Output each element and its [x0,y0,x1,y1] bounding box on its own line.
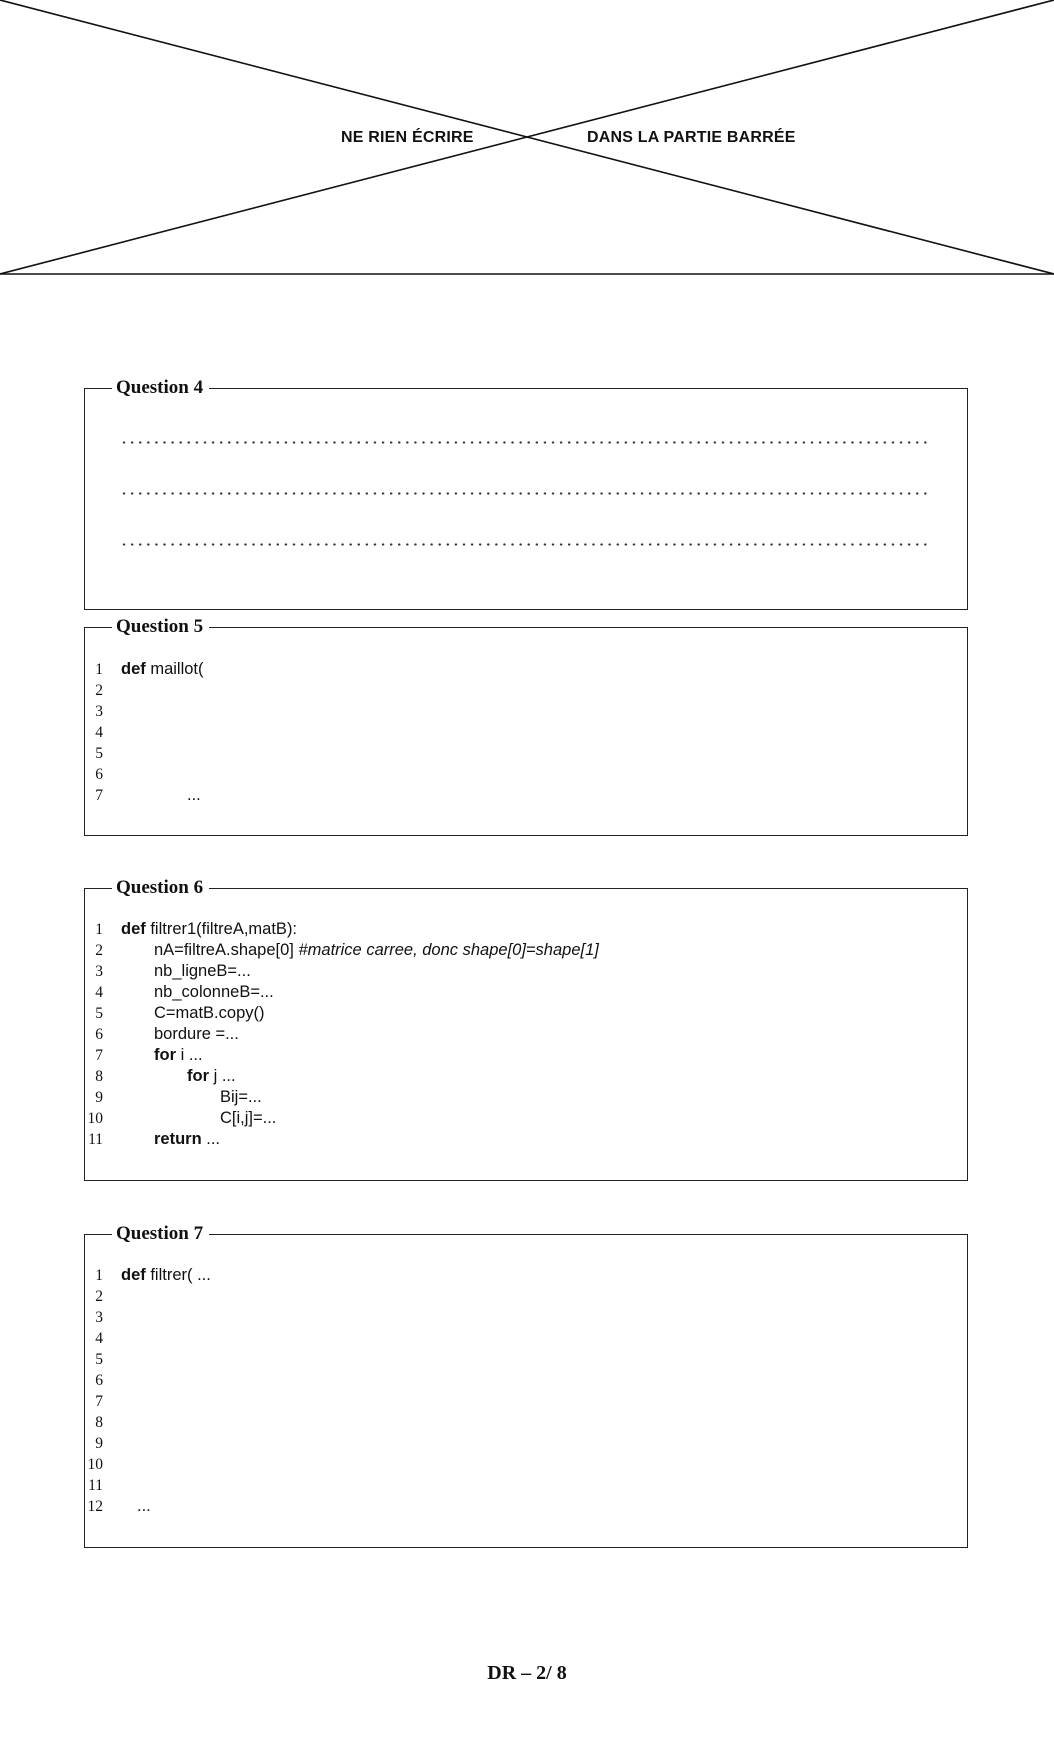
code-text: bordure =... [154,1025,239,1043]
code-line [85,1108,965,1129]
code-line [85,1349,965,1370]
line-number: 7 [95,787,103,804]
barred-warning-left: NE RIEN ÉCRIRE [341,129,474,146]
code-keyword: for [187,1067,209,1085]
line-number: 6 [95,1372,103,1389]
code-line [85,1286,965,1307]
question-4-title: Question 4 [112,375,209,401]
line-number: 1 [95,1267,103,1284]
barred-area [0,0,1054,276]
question-7-box [84,1223,968,1548]
line-number: 7 [95,1393,103,1410]
line-number: 5 [95,1351,103,1368]
code-line [85,940,965,961]
line-number: 4 [95,984,103,1001]
code-line [85,1391,965,1412]
code-text: maillot( [145,660,204,678]
code-text: j ... [209,1067,236,1085]
line-number: 12 [87,1498,103,1515]
code-comment: #matrice carree, donc shape[0]=shape[1] [298,941,599,959]
line-number: 11 [88,1131,103,1148]
code-line [85,659,965,680]
line-number: 9 [95,1089,103,1106]
line-number: 3 [95,703,103,720]
code-line [85,701,965,722]
code-text: filtrer( ... [145,1266,211,1284]
code-line [85,982,965,1003]
line-number: 1 [95,661,103,678]
line-number: 11 [88,1477,103,1494]
line-number: 8 [95,1414,103,1431]
barred-cross-lines [0,0,1054,276]
code-line [85,1370,965,1391]
code-line [85,764,965,785]
code-keyword: def [121,660,146,678]
line-number: 4 [95,1330,103,1347]
code-line [85,1066,965,1087]
line-number: 10 [87,1456,103,1473]
line-number: 3 [95,1309,103,1326]
line-number: 2 [95,1288,103,1305]
code-line [85,722,965,743]
code-line [85,1433,965,1454]
code-line [85,919,965,940]
code-keyword: for [154,1046,176,1064]
question-6-title: Question 6 [112,875,209,901]
question-5-box [84,616,968,836]
code-text: ... [201,1130,221,1148]
line-number: 9 [95,1435,103,1452]
line-number: 3 [95,963,103,980]
code-line [85,785,965,806]
code-line [85,1454,965,1475]
line-number: 10 [87,1110,103,1127]
code-text: ... [187,786,201,804]
code-line [85,1307,965,1328]
code-keyword: def [121,1266,146,1284]
answer-line-2[interactable] [120,492,932,495]
code-text: i ... [176,1046,203,1064]
code-text: nb_colonneB=... [154,983,274,1001]
code-keyword: return [154,1130,202,1148]
question-7-title: Question 7 [112,1221,209,1247]
barred-warning-right: DANS LA PARTIE BARRÉE [587,129,796,146]
line-number: 1 [95,921,103,938]
code-line [85,1003,965,1024]
question-4-box [84,377,968,610]
code-line [85,1475,965,1496]
line-number: 6 [95,766,103,783]
code-text: nA=filtreA.shape[0] [154,941,299,959]
answer-line-3[interactable] [120,543,932,546]
page-number: DR – 2/ 8 [487,1662,567,1684]
code-line [85,1024,965,1045]
line-number: 8 [95,1068,103,1085]
code-keyword: def [121,920,146,938]
code-line [85,1265,965,1286]
line-number: 5 [95,1005,103,1022]
code-text: nb_ligneB=... [154,962,251,980]
line-number: 6 [95,1026,103,1043]
line-number: 7 [95,1047,103,1064]
code-text: filtrer1(filtreA,matB): [145,920,298,938]
code-line [85,1045,965,1066]
line-number: 5 [95,745,103,762]
code-text: ... [137,1497,151,1515]
question-6-box [84,877,968,1181]
code-line [85,1087,965,1108]
code-text: C[i,j]=... [220,1109,277,1127]
code-line [85,743,965,764]
line-number: 4 [95,724,103,741]
code-line [85,1412,965,1433]
code-text: Bij=... [220,1088,262,1106]
code-line [85,1129,965,1150]
code-line [85,1496,965,1517]
code-text: C=matB.copy() [154,1004,265,1022]
answer-line-1[interactable] [120,441,932,444]
code-line [85,1328,965,1349]
code-line [85,961,965,982]
question-5-title: Question 5 [112,614,209,640]
line-number: 2 [95,682,103,699]
code-line [85,680,965,701]
line-number: 2 [95,942,103,959]
